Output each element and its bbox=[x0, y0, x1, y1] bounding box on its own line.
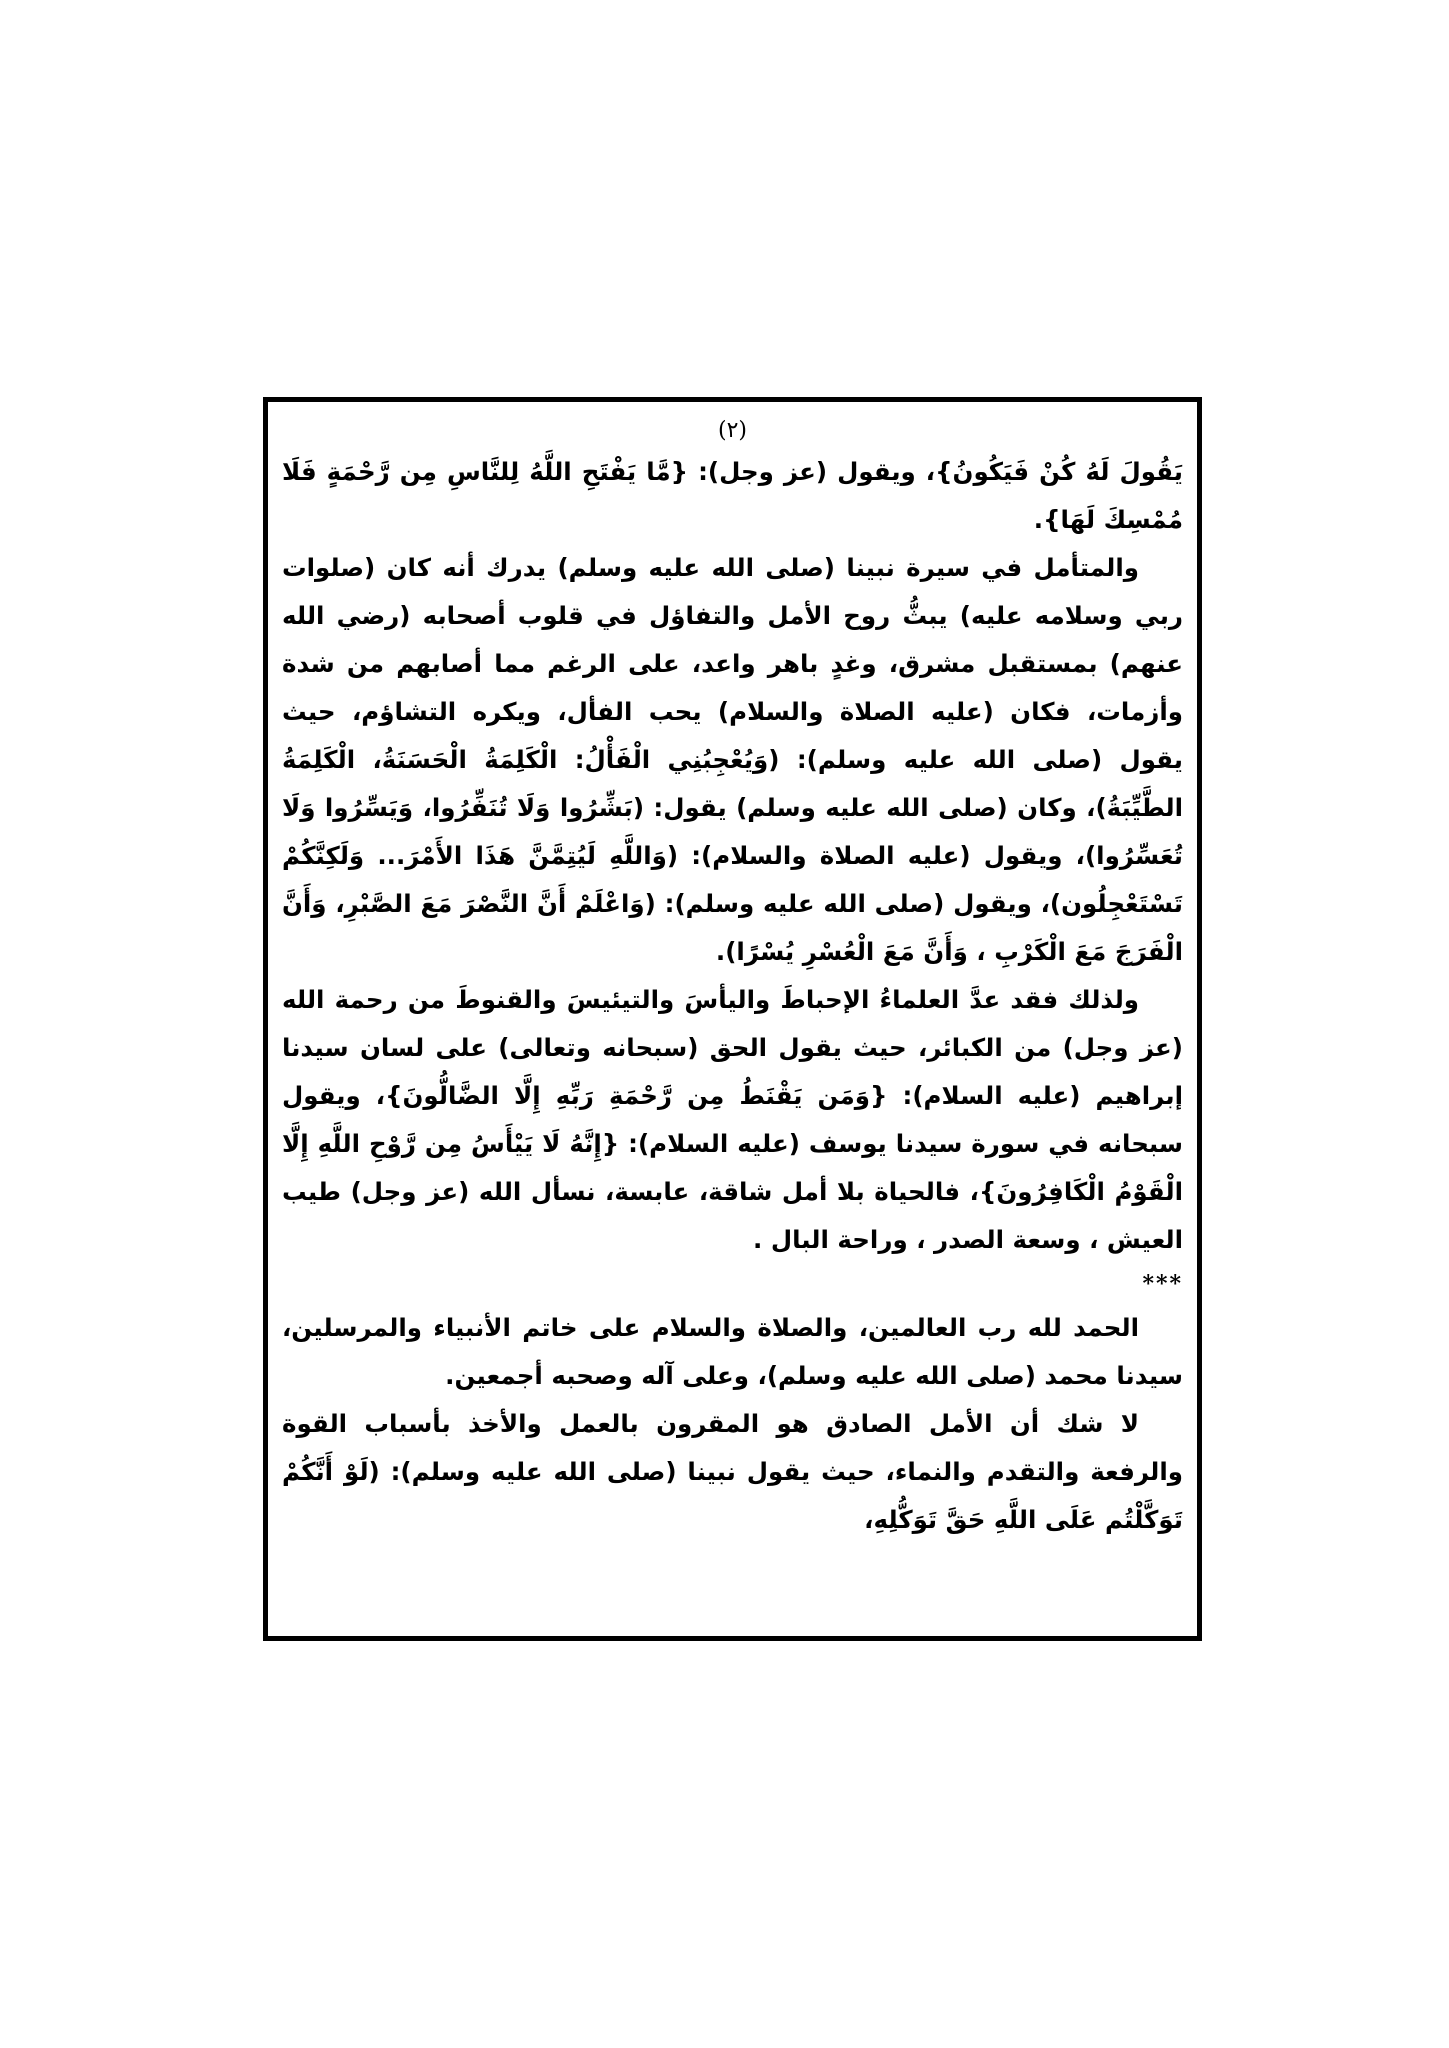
paragraph-quran-continuation: يَقُولَ لَهُ كُنْ فَيَكُونُ}، ويقول (عز وجل): {مَّا يَفْتَحِ اللَّهُ لِلنَّاسِ مِن رَّحْمَةٍ فَلَا مُمْسِكَ لَهَا}. bbox=[282, 457, 1183, 534]
section-separator: *** bbox=[1142, 1271, 1183, 1297]
paragraph-hope-with-work: لا شك أن الأمل الصادق هو المقرون بالعمل والأخذ بأسباب القوة والرفعة والتقدم والنماء، حيث يقول نبينا (صلى الله عليه وسلم): (لَوْ أَنَّكُمْ تَوَكَّلْتُم عَلَى اللَّهِ حَقَّ تَوَكُّلِهِ، bbox=[282, 1409, 1183, 1534]
paragraph-despair-major-sins: ولذلك فقد عدَّ العلماءُ الإحباطَ واليأسَ والتيئيسَ والقنوطَ من رحمة الله (عز وجل) من الكبائر، حيث يقول الحق (سبحانه وتعالى) على لسان سيدنا إبراهيم (عليه السلام): {وَمَن يَقْنَطُ مِن رَّحْمَةِ رَبِّهِ إِلَّا الضَّالُّونَ}، ويقول سبحانه في سورة سيدنا يوسف (عليه السلام): {إِنَّهُ لَا يَيْأَسُ مِن رَّوْحِ اللَّهِ إِلَّا الْقَوْمُ الْكَافِرُونَ}، فالحياة بلا أمل شاقة، عابسة، نسأل الله (عز وجل) طيب العيش ، وسعة الصدر ، وراحة البال . bbox=[282, 985, 1183, 1254]
paragraph-prophet-optimism: والمتأمل في سيرة نبينا (صلى الله عليه وسلم) يدرك أنه كان (صلوات ربي وسلامه عليه) يبثُّ روح الأمل والتفاؤل في قلوب أصحابه (رضي الله عنهم) بمستقبل مشرق، وغدٍ باهر واعد، على الرغم مما أصابهم من شدة وأزمات، فكان (عليه الصلاة والسلام) يحب الفأل، ويكره التشاؤم، حيث يقول (صلى الله عليه وسلم): (وَيُعْجِبُنِي الْفَأْلُ: الْكَلِمَةُ الْحَسَنَةُ، الْكَلِمَةُ الطَّيِّبَةُ)، وكان (صلى الله عليه وسلم) يقول: (بَشِّرُوا وَلَا تُنَفِّرُوا، وَيَسِّرُوا وَلَا تُعَسِّرُوا)، ويقول (عليه الصلاة والسلام): (وَاللَّهِ لَيُتِمَّنَّ هَذَا الأَمْرَ... وَلَكِنَّكُمْ تَسْتَعْجِلُون)، ويقول (صلى الله عليه وسلم): (وَاعْلَمْ أَنَّ النَّصْرَ مَعَ الصَّبْرِ، وَأَنَّ الْفَرَجَ مَعَ الْكَرْبِ ، وَأَنَّ مَعَ الْعُسْرِ يُسْرًا). bbox=[282, 553, 1183, 966]
page-frame bbox=[263, 397, 1202, 1641]
page-number: (٢) bbox=[717, 418, 747, 443]
paragraph-praise: الحمد لله رب العالمين، والصلاة والسلام على خاتم الأنبياء والمرسلين، سيدنا محمد (صلى الله عليه وسلم)، وعلى آله وصحبه أجمعين. bbox=[282, 1313, 1183, 1390]
document-body bbox=[282, 448, 1183, 1544]
